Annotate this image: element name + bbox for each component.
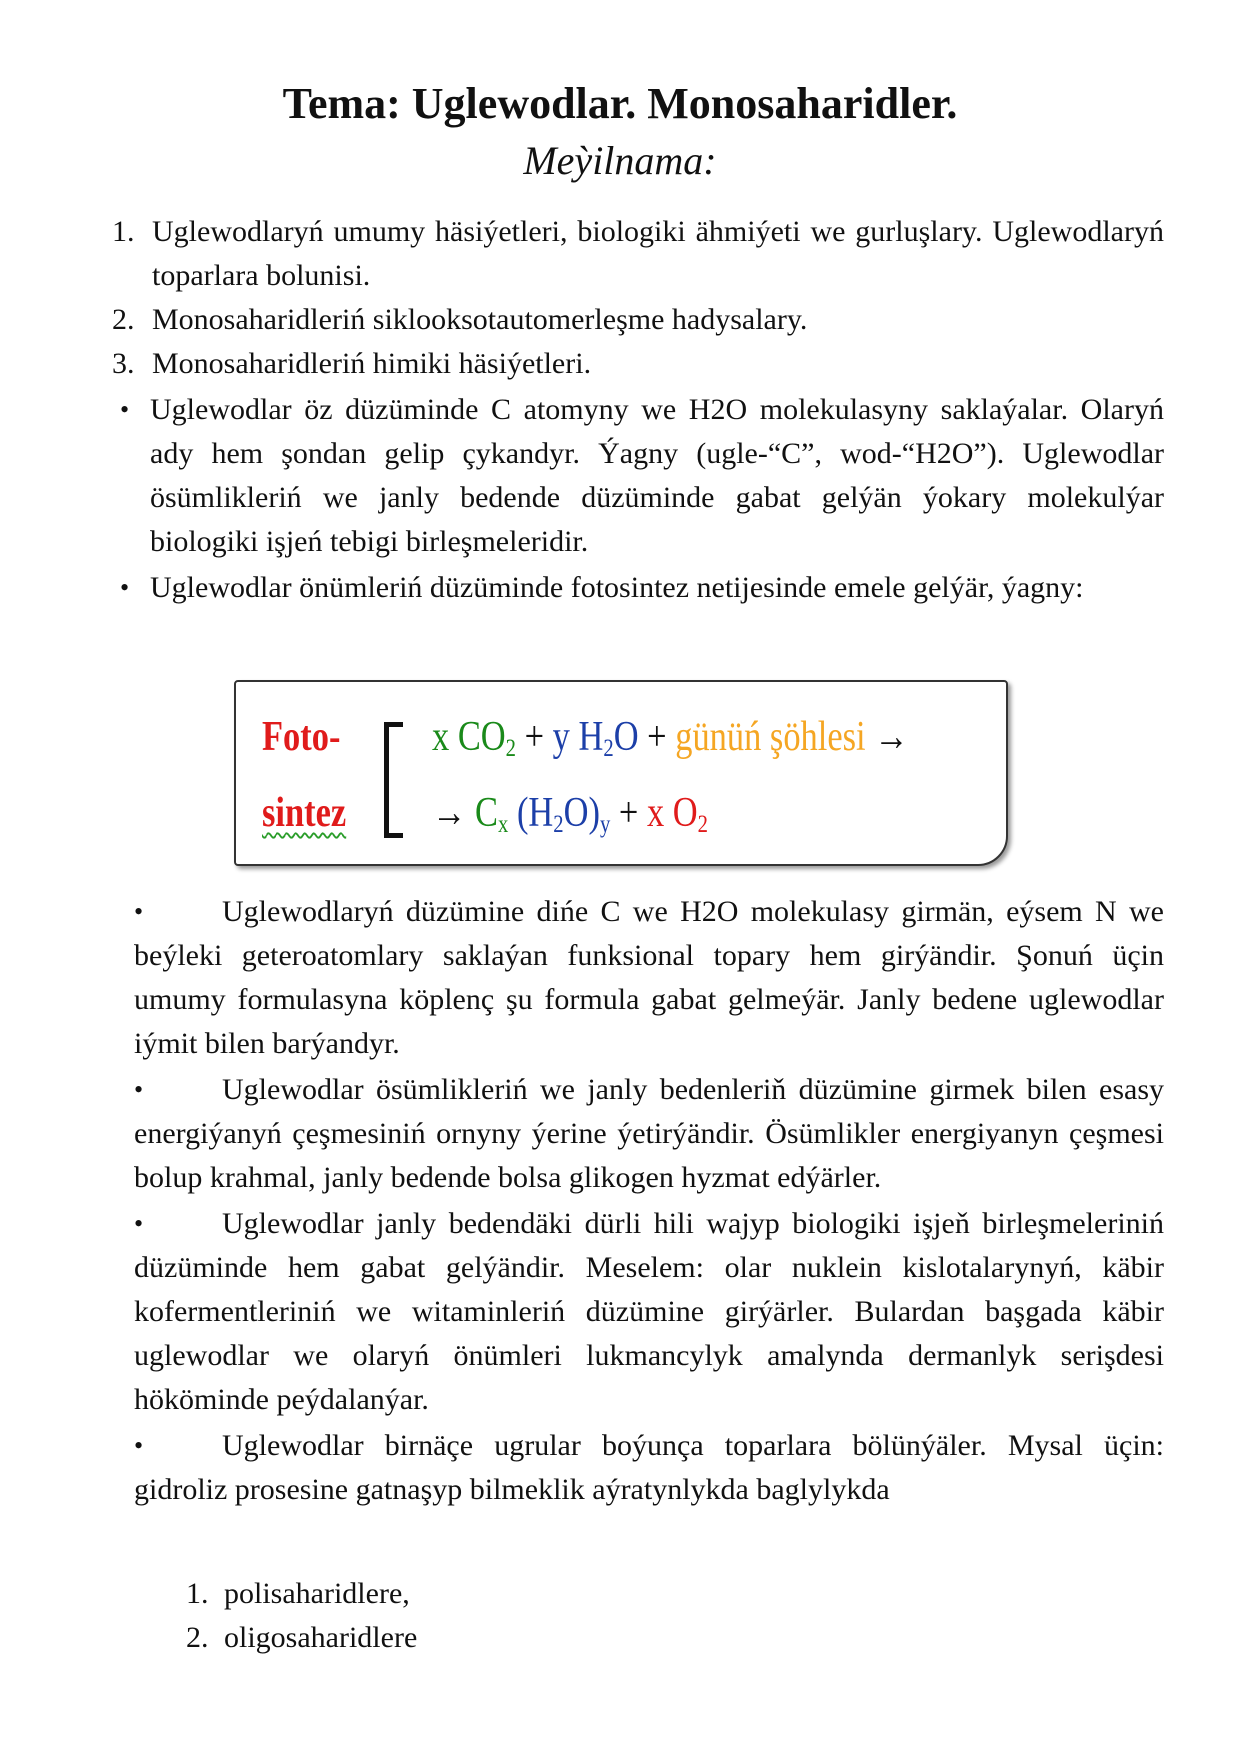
formula-sunlight: günüń şöhlesi (675, 714, 866, 760)
formula-carbohydrate: $C_x$ (475, 790, 509, 838)
formula-plus: + (524, 714, 545, 760)
formula-plus: + (618, 790, 639, 836)
photosynthesis-formula-box (234, 680, 1008, 866)
bullet-item (120, 566, 1164, 610)
bullet-item (134, 1424, 1164, 1512)
formula-plus: + (647, 714, 667, 760)
plan-item-number: 2. (112, 303, 135, 336)
bullet-text: Uglewodlar birnäçe ugrular boýunça toparlara bölünýäler. Mysal üçin: gidroliz prosesine gatnaşyp bilmeklik aýratynlykda baglylykda (134, 1429, 1164, 1506)
plan-item (112, 298, 1164, 342)
sublist-item-text: polisaharidlere, (224, 1577, 410, 1610)
plan-item-number: 1. (112, 215, 135, 248)
bullet-item (134, 1202, 1164, 1422)
formula-label-sintez: sintez (262, 790, 347, 836)
bullet-dot-icon: • (120, 395, 130, 424)
formula-line-2 (432, 788, 708, 838)
plan-item-text: Monosaharidleriń siklooksotautomerleşme hadysalary. (152, 303, 808, 336)
plan-item-text: Monosaharidleriń himiki häsiýetleri. (152, 347, 592, 380)
formula-coef-x: x (432, 714, 450, 760)
plan-list (112, 210, 1164, 386)
formula-water-group: $(H_2O)_y$ (516, 790, 611, 838)
bullet-item (134, 890, 1164, 1066)
formula-arrow-icon: → (432, 790, 467, 836)
formula-coef-x: x (646, 790, 665, 836)
formula-o2: $O_2$ (672, 790, 708, 838)
bullet-dot-icon: • (120, 573, 130, 602)
bullet-text: Uglewodlar ösümlikleriń we janly bedenleriň düzümine girmek bilen esasy energiýanyń çeşmesiniń ornyny ýerine ýetirýändir. Ösümlikler energiyanyn çeşmesi bolup krahmal, janly bedende bolsa glikogen hyzmat edýärler. (134, 1073, 1164, 1194)
formula-coef-y: y (552, 714, 570, 760)
bullet-text: Uglewodlar öz düzüminde C atomyny we H2O molekulasyny saklaýalar. Olaryń ady hem şondan gelip çykandyr. Ýagny (ugle-“C”, wod-“H2O”). Uglewodlar ösümlikleriń we janly bedende düzüminde gabat gelýän ýokary molekulýar biologiki işjeń tebigi birleşmeleridir. (150, 393, 1164, 558)
plan-item-text: Uglewodlaryń umumy häsiýetleri, biologiki ähmiýeti we gurluşlary. Uglewodlaryń toparlara bolunisi. (152, 215, 1164, 292)
sublist-item (186, 1572, 417, 1616)
sublist-item (186, 1616, 417, 1660)
bullet-text: Uglewodlaryń düzümine dińe C we H2O molekulasy girmän, eýsem N we beýleki geteroatomlary saklaýan funksional topary hem girýändir. Şonuń üçin umumy formulasyna köplenç şu formula gabat gelmeýär. Janly bedene uglewodlar iýmit bilen barýandyr. (134, 895, 1164, 1060)
bullet-item (120, 388, 1164, 564)
page-title: Tema: Uglewodlar. Monosaharidler. (282, 79, 958, 128)
plan-item-number: 3. (112, 347, 135, 380)
bullet-dot-icon: • (134, 1209, 144, 1238)
bullet-list-top (120, 388, 1164, 612)
sublist-item-number: 2. (186, 1621, 209, 1654)
sublist-item-text: oligosaharidlere (224, 1621, 418, 1654)
formula-arrow-icon: → (874, 714, 909, 760)
bullet-text: Uglewodlar janly bedendäki dürli hili wajyp biologiki işjeň birleşmeleriniń düzüminde hem gabat gelýändir. Meselem: olar nuklein kislotalarynyń, käbir kofermentleriniń we witaminleriń düzümine girýärler. Bulardan başgada käbir uglewodlar we olaryń önümleri lukmancylyk amalynda dermanlyk serişdesi hököminde peýdalanýar. (134, 1207, 1164, 1416)
bullet-list-bottom (134, 890, 1164, 1514)
formula-co2: $CO_2$ (457, 714, 517, 762)
formula-label-foto: Foto- (262, 714, 341, 760)
bullet-dot-icon: • (134, 897, 144, 926)
bullet-text: Uglewodlar önümleriń düzüminde fotosintez netijesinde emele gelýär, ýagny: (150, 571, 1084, 604)
formula-h2o: $H_2O$ (578, 714, 639, 762)
bullet-dot-icon: • (134, 1431, 144, 1460)
plan-item (112, 342, 1164, 386)
formula-bracket-icon (384, 722, 403, 838)
page-subtitle: Meỳilnama: (523, 138, 717, 183)
classification-sublist (186, 1572, 417, 1660)
bullet-item (134, 1068, 1164, 1200)
sublist-item-number: 1. (186, 1577, 209, 1610)
formula-line-1 (432, 712, 909, 762)
bullet-dot-icon: • (134, 1075, 144, 1104)
plan-item (112, 210, 1164, 298)
